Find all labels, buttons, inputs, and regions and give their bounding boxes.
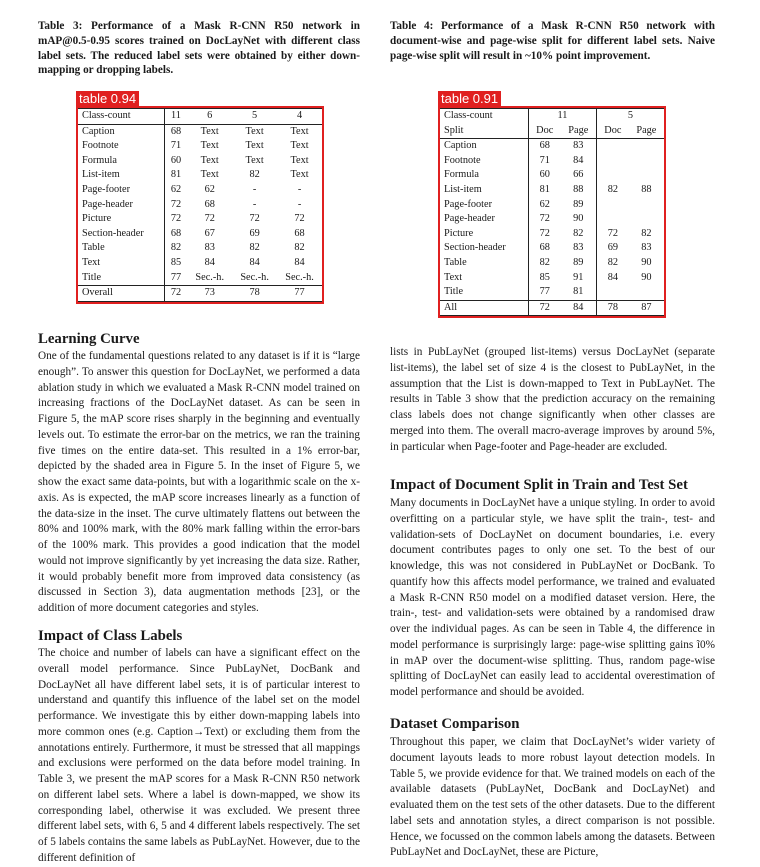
table-cell: 68 [170,227,182,239]
table-row [78,198,322,213]
table-cell: 72 [528,300,560,316]
table-cell: 82 [641,227,652,239]
table-cell: 72 [170,213,182,225]
table-cell: Text [200,169,219,181]
table-cell: 62 [170,183,182,195]
table-cell: 85 [539,271,550,283]
table-cell: Text [245,154,264,166]
table-cell: 60 [539,169,550,181]
table-cell [596,285,628,300]
table-cell: 72 [539,227,550,239]
table-cell: 82 [249,169,260,181]
table-cell [629,285,664,300]
table-cell [596,198,628,213]
table-cell: 72 [539,213,550,225]
row-label: Page-footer [78,183,164,198]
row-label: Picture [440,227,528,242]
row-label: Section-header [440,241,528,256]
table-cell: 78 [232,286,277,302]
table-cell: Text [290,140,309,152]
table-cell: Sec.-h. [195,271,225,283]
table-cell: Text [200,125,219,137]
table-cell [596,154,628,169]
table-cell [596,168,628,183]
row-label: Footnote [440,154,528,169]
table-cell: Sec.-h. [285,271,314,283]
table4-caption: Table 4: Performance of a Mask R-CNN R50 network with document-wise and page-wise split for different label sets. Naive page-wise split will result in ~10% point improvement. [390,20,715,62]
table-cell: 68 [204,198,215,210]
table-cell [629,212,664,227]
row-label: Formula [78,154,164,169]
table-cell: 82 [170,242,182,254]
table-cell: Text [290,125,309,137]
table-cell: 69 [249,227,260,239]
table-cell: 69 [607,242,619,254]
table-cell: - [297,198,302,210]
table-cell [596,139,628,154]
document-split-heading: Impact of Document Split in Train and Test Set [390,477,688,493]
table-cell: 68 [294,227,305,239]
table-cell: Sec.-h. [240,271,269,283]
table-row [440,198,664,213]
table-cell: 84 [607,271,619,283]
table4-header-row-2 [440,124,664,139]
table-cell [629,198,664,213]
table-cell: Text [245,140,264,152]
table-header-cell: Doc [596,124,628,139]
row-label: Caption [440,139,528,154]
table-header-cell: 5 [232,109,277,125]
table-cell: 68 [539,140,550,152]
table-row [440,271,664,286]
left-column [38,0,360,78]
table3-footer-row [78,286,322,302]
table-cell: 82 [561,227,597,242]
table-row [440,241,664,256]
row-label: Table [440,256,528,271]
table4-header-row-1 [440,109,664,124]
table3-detection-box [76,106,324,304]
table-cell: - [297,183,302,195]
row-label: Title [78,271,164,286]
row-label: Text [78,256,164,271]
table-cell: - [252,183,257,195]
table-cell: 72 [249,213,260,225]
row-label: Formula [440,168,528,183]
row-label: Table [78,241,164,256]
table-cell: 62 [204,183,215,195]
table-row [440,212,664,227]
table4-footer-row [440,300,664,316]
table3-caption: Table 3: Performance of a Mask R-CNN R50 network in mAP@0.5-0.95 scores trained on DocLayNet with different class label sets. The reduced label sets were obtained by either down-mapping or dropping labels. [38,20,360,77]
table4 [440,108,664,316]
table-row [78,271,322,286]
table-cell [596,212,628,227]
table-row [78,154,322,169]
table-cell: - [252,198,257,210]
table-cell: 60 [170,154,182,166]
table-cell: 72 [294,213,305,225]
learning-curve-heading: Learning Curve [38,331,140,347]
table-cell: 66 [561,168,597,183]
table-row [440,285,664,300]
table-cell: Text [245,125,264,137]
table-cell [629,168,664,183]
table-row [440,183,664,198]
table-header-cell: 6 [187,109,232,125]
table-cell: 82 [607,256,619,268]
table4-detection-box [438,106,666,318]
row-label: Section-header [78,227,164,242]
row-label: All [440,300,528,316]
right-column [390,0,715,63]
row-label: Page-header [78,198,164,213]
table-cell: 84 [294,256,305,268]
learning-curve-body: One of the fundamental questions related to any dataset is if it is “large enough”. To answer this question for DocLayNet, we performed a data ablation study in which we evaluated a Mask R-CNN model trained on increasing fractions of the DocLayNet dataset. As can be seen in Figure 5, the mAP score rises sharply in the beginning and eventually levels out. To estimate the error-bar on the metrics, we ran the training five times on the entire data-set. This resulted in a 1% error-bar, depicted by the shaded area in Figure 5. In the inset of Figure 5, we show the exact same data-points, but with a logarithmic scale on the x-axis. As is expected, the mAP score increases linearly as a function of the data-size in the inset. The curve ultimately flattens out between the 80% and 100% mark, with the 80% mark falling within the error-bars of the 100% mark. This provides a good indication that the model would not improve significantly by yet increasing the data size. Rather, it would probably benefit more from improved data consistency (as discussed in Section 3), data augmentation methods [23], or the addition of more document categories and styles. [38,350,360,614]
table-cell: 78 [596,300,628,316]
table-cell: 82 [539,256,550,268]
table-cell: 81 [561,285,597,300]
table-cell: 83 [641,242,652,254]
table-cell: 87 [629,300,664,316]
table-cell: 91 [561,271,597,286]
table-cell: 83 [561,139,597,154]
table-row [78,183,322,198]
table-cell: 71 [539,154,550,166]
class-labels-heading: Impact of Class Labels [38,628,183,644]
table-cell [629,139,664,154]
table-cell: Text [200,154,219,166]
table-row [78,139,322,154]
table-header-cell: 11 [164,109,187,125]
dataset-comparison-body: Throughout this paper, we claim that DocLayNet’s wider variety of document layouts leads to more robust layout detection models. In Table 5, we provide evidence for that. We trained models on each of the available datasets (PubLayNet, DocBank and DocLayNet) and evaluated them on the test sets of the other datasets. Due to the different label sets and annotation styles, a direct comparison is not possible. Hence, we focussed on the common labels among the datasets. Between PubLayNet and DocLayNet, these are Picture, [390,736,715,859]
table-cell: 83 [561,241,597,256]
table-cell: 84 [249,256,260,268]
row-label: Caption [78,124,164,139]
continuation-body: lists in PubLayNet (grouped list-items) versus DocLayNet (separate list-items), the label set of size 4 is the closest to PubLayNet, in the assumption that the List is down-mapped to Text in PubLayNet. The results in Table 3 show that the prediction accuracy on the remaining class labels does not change significantly when other classes are merged into them. The overall macro-average improves by around 5%, in particular when Page-footer and Page-header are excluded. [390,346,715,453]
table-cell: 84 [561,154,597,169]
table-header-label: Class-count [440,109,528,124]
table-row [440,256,664,271]
table3 [78,108,322,302]
table-header-label: Class-count [78,109,164,125]
table-cell: Text [290,154,309,166]
dataset-comparison-heading: Dataset Comparison [390,716,520,732]
table-cell: 82 [607,183,619,195]
table-cell: 71 [170,140,182,152]
table-row [78,124,322,139]
table-cell: Text [200,140,219,152]
document-split-body: Many documents in DocLayNet have a unique styling. In order to avoid overfitting on a particular style, we have split the train-, test- and validation-sets of DocLayNet on document boundaries, i.e. every document contributes pages to only one set. To the best of our knowledge, this was not considered in PubLayNet or DocBank. To quantify how this affects model performance, we trained and evaluated a Mask R-CNN R50 model on a modified dataset version. Here, the train-, test- and validation-sets were obtained by a randomised draw over the individual pages. As can be seen in Table 4, the difference in model performance is surprisingly large: page-wise splitting gains ĩ0% in mAP over the document-wise splitting. Thus, random page-wise splitting of DocLayNet can easily lead to accidental overestimation of model performance and should be avoided. [390,497,715,698]
table-row [78,241,322,256]
table-cell: 90 [641,256,652,268]
table-row [440,227,664,242]
table-cell: 81 [170,169,182,181]
row-label: Overall [78,286,164,302]
table-header-cell: Page [629,124,664,139]
table-cell: 84 [561,300,597,316]
table-cell: 72 [164,286,187,302]
table-cell: 77 [539,286,550,298]
row-label: Page-footer [440,198,528,213]
table-row [78,256,322,271]
row-label: Text [440,271,528,286]
table-cell: 81 [539,183,550,195]
row-label: Title [440,285,528,300]
table-row [78,168,322,183]
table-cell: 68 [170,125,182,137]
table-cell: 82 [294,242,305,254]
table-cell: 88 [561,183,597,198]
table-cell: 83 [204,242,215,254]
table-cell: 72 [204,213,215,225]
table4-detection-tag: table 0.91 [438,91,501,107]
table-cell: 82 [249,242,260,254]
table-row [78,212,322,227]
table-row [440,139,664,154]
table-cell: 84 [204,256,215,268]
table-cell: 67 [204,227,215,239]
table-cell: 88 [641,183,652,195]
table-cell: 90 [641,271,652,283]
table-row [78,227,322,242]
table-header-cell: Page [561,124,597,139]
table-cell: 77 [277,286,322,302]
table-cell: 90 [561,212,597,227]
table-header-cell: 11 [528,109,596,124]
table-header-cell: 4 [277,109,322,125]
table-header-label: Split [440,124,528,139]
table-cell: 89 [561,198,597,213]
table3-detection-tag: table 0.94 [76,91,139,107]
table-cell: 62 [539,198,550,210]
row-label: Picture [78,212,164,227]
table-header-cell: 5 [627,110,634,121]
table-header-cell: Doc [528,124,560,139]
table-cell: 77 [170,271,182,283]
table3-header-row [78,109,322,125]
table-cell: 89 [561,256,597,271]
table-cell: 72 [607,227,619,239]
table-cell [629,154,664,169]
table-row [440,154,664,169]
class-labels-body: The choice and number of labels can have a significant effect on the overall model performance. Since PubLayNet, DocBank and DocLayNet all have different label sets, it is of particular interest to understand and quantify this influence of the label set on the model performance. We investigate this by either down-mapping labels into more common ones (e.g. Caption→Text) or excluding them from the annotations entirely. Furthermore, it must be stressed that all mappings and exclusions were performed on the data before model training. In Table 3, we present the mAP scores for a Mask R-CNN R50 network on different label sets. Where a label is down-mapped, we show its corresponding label, otherwise it was excluded. We present three different label sets, with 6, 5 and 4 different labels respectively. The set of 5 labels contains the same labels as PubLayNet. However, due to the different definition of [38,647,360,864]
table-cell: 73 [187,286,232,302]
table-cell: 85 [170,256,182,268]
table-cell: Text [290,169,309,181]
table-cell: 72 [170,198,182,210]
row-label: Page-header [440,212,528,227]
table-row [440,168,664,183]
table-cell: 68 [539,242,550,254]
row-label: Footnote [78,139,164,154]
row-label: List-item [78,168,164,183]
row-label: List-item [440,183,528,198]
